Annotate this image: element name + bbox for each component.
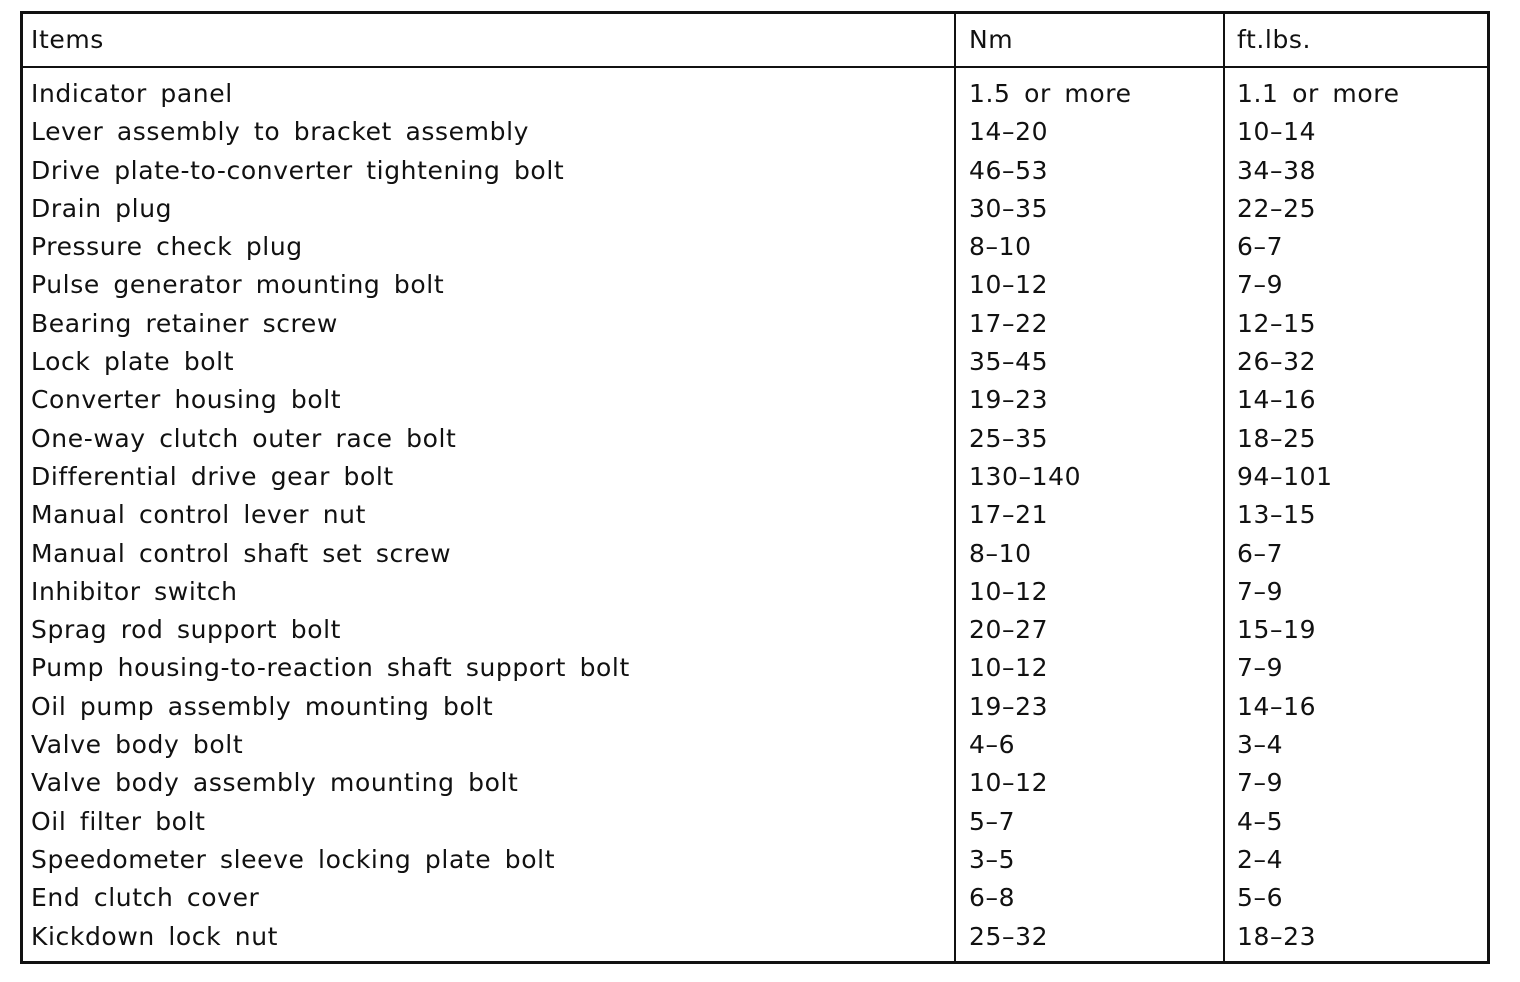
row-nm: 20–27	[969, 615, 1049, 645]
row-item: Indicator panel	[31, 79, 233, 108]
header-items: Items	[31, 25, 104, 54]
row-item: Drive plate-to-converter tightening bolt	[31, 155, 565, 185]
row-nm: 130–140	[969, 461, 1082, 491]
row-ftlbs: 34–38	[1237, 155, 1317, 185]
table-row	[23, 117, 1487, 155]
row-ftlbs: 15–19	[1237, 615, 1317, 645]
row-nm: 8–10	[969, 232, 1032, 262]
row-nm: 10–12	[969, 653, 1049, 683]
row-nm: 25–35	[969, 423, 1049, 453]
header-divider	[23, 66, 1487, 68]
row-nm: 30–35	[969, 193, 1049, 223]
row-nm: 10–12	[969, 270, 1049, 300]
table-row	[23, 653, 1487, 691]
row-item: One-way clutch outer race bolt	[31, 423, 457, 453]
row-ftlbs: 13–15	[1237, 500, 1317, 530]
row-ftlbs: 7–9	[1237, 768, 1284, 798]
row-item: Manual control lever nut	[31, 500, 367, 530]
row-ftlbs: 7–9	[1237, 576, 1284, 606]
row-nm: 25–32	[969, 921, 1049, 951]
table-row	[23, 424, 1487, 462]
table-row	[23, 883, 1487, 921]
row-nm: 10–12	[969, 576, 1049, 606]
row-item: Lock plate bolt	[31, 347, 235, 377]
row-nm: 35–45	[969, 347, 1049, 377]
row-item: End clutch cover	[31, 883, 260, 913]
row-item: Drain plug	[31, 193, 173, 223]
table-row	[23, 347, 1487, 385]
row-item: Pump housing-to-reaction shaft support bolt	[31, 653, 630, 683]
row-item: Oil filter bolt	[31, 806, 206, 836]
row-ftlbs: 18–25	[1237, 423, 1317, 453]
row-nm: 8–10	[969, 538, 1032, 568]
row-item: Valve body assembly mounting bolt	[31, 768, 519, 798]
row-item: Oil pump assembly mounting bolt	[31, 691, 494, 721]
table-row	[23, 462, 1487, 500]
row-ftlbs: 1.1 or more	[1237, 79, 1400, 108]
table-row	[23, 692, 1487, 730]
table-row	[23, 922, 1487, 960]
row-ftlbs: 4–5	[1237, 806, 1284, 836]
row-item: Differential drive gear bolt	[31, 461, 394, 491]
row-item: Speedometer sleeve locking plate bolt	[31, 844, 556, 874]
table-row	[23, 309, 1487, 347]
row-item: Converter housing bolt	[31, 385, 342, 415]
row-item: Inhibitor switch	[31, 576, 238, 606]
table-row	[23, 385, 1487, 423]
row-item: Pulse generator mounting bolt	[31, 270, 445, 300]
row-ftlbs: 7–9	[1237, 653, 1284, 683]
row-item: Pressure check plug	[31, 232, 303, 262]
row-nm: 10–12	[969, 768, 1049, 798]
row-nm: 19–23	[969, 385, 1049, 415]
row-ftlbs: 14–16	[1237, 691, 1317, 721]
row-ftlbs: 26–32	[1237, 347, 1317, 377]
row-nm: 1.5 or more	[969, 79, 1132, 108]
row-item: Valve body bolt	[31, 730, 244, 760]
table-row	[23, 539, 1487, 577]
row-nm: 17–21	[969, 500, 1049, 530]
table-row	[23, 79, 1487, 117]
table-row	[23, 845, 1487, 883]
row-nm: 6–8	[969, 883, 1016, 913]
row-item: Manual control shaft set screw	[31, 538, 452, 568]
row-nm: 17–22	[969, 308, 1049, 338]
table-row	[23, 807, 1487, 845]
row-ftlbs: 6–7	[1237, 232, 1284, 262]
row-ftlbs: 14–16	[1237, 385, 1317, 415]
torque-spec-table	[20, 11, 1490, 964]
row-ftlbs: 3–4	[1237, 730, 1284, 760]
row-ftlbs: 18–23	[1237, 921, 1317, 951]
row-nm: 46–53	[969, 155, 1049, 185]
table-row	[23, 577, 1487, 615]
row-ftlbs: 7–9	[1237, 270, 1284, 300]
row-nm: 4–6	[969, 730, 1016, 760]
table-row	[23, 270, 1487, 308]
header-ftlbs: ft.lbs.	[1237, 25, 1312, 54]
row-ftlbs: 6–7	[1237, 538, 1284, 568]
row-ftlbs: 12–15	[1237, 308, 1317, 338]
table-row	[23, 500, 1487, 538]
row-nm: 19–23	[969, 691, 1049, 721]
table-body	[23, 79, 1487, 960]
table-row	[23, 194, 1487, 232]
row-nm: 14–20	[969, 117, 1049, 147]
row-ftlbs: 10–14	[1237, 117, 1317, 147]
row-nm: 5–7	[969, 806, 1016, 836]
row-ftlbs: 22–25	[1237, 193, 1317, 223]
row-ftlbs: 2–4	[1237, 844, 1284, 874]
row-item: Kickdown lock nut	[31, 921, 279, 951]
header-nm: Nm	[969, 25, 1014, 54]
table-row	[23, 232, 1487, 270]
row-ftlbs: 94–101	[1237, 461, 1333, 491]
row-item: Bearing retainer screw	[31, 308, 338, 338]
row-item: Lever assembly to bracket assembly	[31, 117, 530, 147]
row-item: Sprag rod support bolt	[31, 615, 342, 645]
table-row	[23, 156, 1487, 194]
table-row	[23, 768, 1487, 806]
row-nm: 3–5	[969, 844, 1016, 874]
table-row	[23, 615, 1487, 653]
table-row	[23, 730, 1487, 768]
row-ftlbs: 5–6	[1237, 883, 1284, 913]
